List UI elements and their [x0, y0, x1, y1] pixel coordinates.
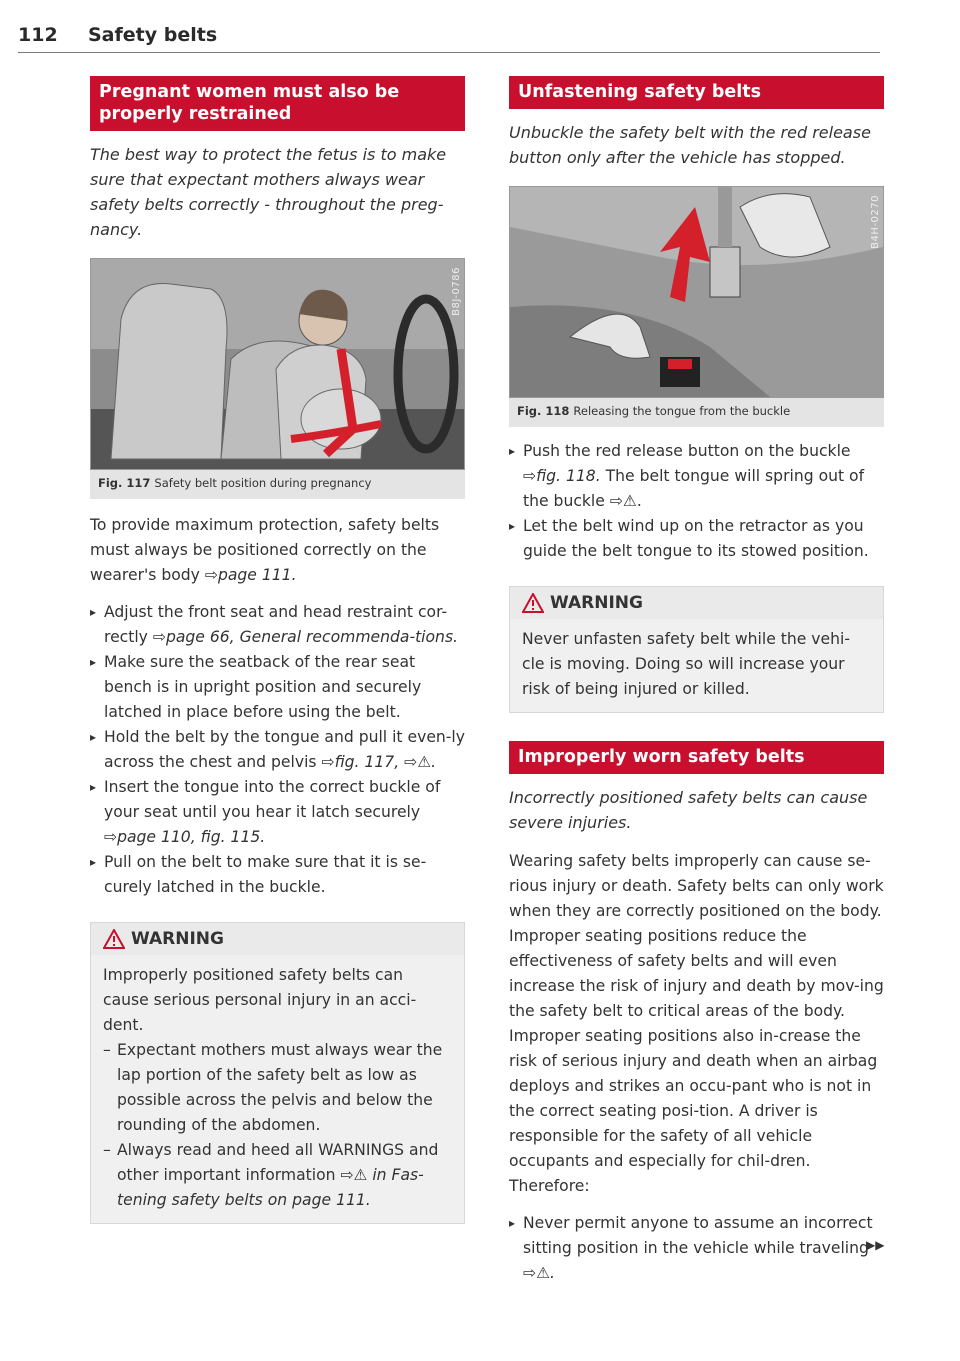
pregnant-driver-illustration [91, 259, 464, 469]
figure-caption [509, 398, 884, 427]
list-item-text: Insert the tongue into the correct buckle of your seat until you hear it latch securely [104, 778, 441, 821]
cross-reference-link[interactable]: ⇨fig. 117, ⇨⚠. [321, 753, 437, 771]
list-item [509, 514, 884, 564]
right-column [509, 76, 884, 1286]
list-item-text: Let the belt wind up on the retractor as you guide the belt tongue to its stowed position. [523, 517, 869, 560]
warning-triangle-icon [103, 929, 125, 949]
list-item [90, 600, 465, 650]
next-page-arrow-icon[interactable]: ▶▶ [866, 1238, 885, 1252]
warning-item-text: Always read and heed all WARNINGS and other important information [117, 1141, 439, 1184]
warning-header [510, 587, 883, 619]
figure-caption-text: Safety belt position during pregnancy [154, 476, 372, 490]
cross-reference-link[interactable]: ⇨fig. 118. [523, 467, 601, 485]
warning-triangle-icon [522, 593, 544, 613]
cross-reference-link[interactable]: ⇨page 110, fig. 115. [104, 828, 266, 846]
warning-title: WARNING [131, 929, 224, 949]
warning-text: Never unfasten safety belt while the vehi-cle is moving. Doing so will increase your risk of being injured or killed. [522, 630, 850, 698]
warning-item-text: Expectant mothers must always wear the lap portion of the safety belt as low as possible across the pelvis and below the rounding of the abdomen. [117, 1041, 443, 1134]
warning-list-item [103, 1038, 452, 1138]
figure-caption [90, 470, 465, 499]
warning-box [90, 922, 465, 1224]
list-item-text: Push the red release button on the buckle [523, 442, 851, 460]
cross-reference-link[interactable]: ⇨⚠. [523, 1264, 555, 1282]
section-intro: Incorrectly positioned safety belts can cause severe injuries. [509, 788, 868, 832]
warning-title: WARNING [550, 593, 643, 613]
page-number: 112 [18, 24, 58, 46]
figure-code: B4H-0270 [870, 195, 881, 249]
warning-list [103, 1038, 452, 1213]
list-item-text-continued: The belt tongue will spring out of the buckle ⇨⚠. [523, 467, 865, 510]
list-item [90, 725, 465, 775]
warning-box [509, 586, 884, 713]
section-title-unfastening: Unfastening safety belts [509, 76, 884, 109]
left-column [90, 76, 465, 1224]
list-item-text: Never permit anyone to assume an incorrect sitting position in the vehicle while traveling [523, 1214, 873, 1257]
section-intro: The best way to protect the fetus is to make sure that expectant mothers always wear safety belts correctly - throughout the preg-nancy. [90, 145, 447, 239]
list-item [509, 439, 884, 514]
section-title-pregnant: Pregnant women must also be properly restrained [90, 76, 465, 131]
list-item [90, 850, 465, 900]
figure-code: B8J-0786 [451, 267, 462, 316]
cross-reference-link[interactable]: ⇨page 66, General recommenda-tions. [152, 628, 459, 646]
warning-text: Improperly positioned safety belts can cause serious personal injury in an acci-dent. [103, 966, 417, 1034]
paragraph [90, 513, 465, 588]
section-title-improperly-worn: Improperly worn safety belts [509, 741, 884, 774]
figure-caption-text: Releasing the tongue from the buckle [573, 404, 791, 418]
section-intro: Unbuckle the safety belt with the red release button only after the vehicle has stopped. [509, 123, 871, 167]
cross-reference-link[interactable]: ⇨⚠ in Fas-tening safety belts on page 111. [117, 1166, 424, 1209]
instruction-list [90, 600, 465, 900]
instruction-list [509, 439, 884, 564]
figure-image-buckle [509, 186, 884, 398]
list-item [90, 775, 465, 850]
list-item-text: Pull on the belt to make sure that it is se-curely latched in the buckle. [104, 853, 427, 896]
buckle-release-illustration [510, 187, 883, 397]
page-reference-link[interactable]: ⇨page 111. [204, 566, 297, 584]
page-header-title: Safety belts [88, 24, 218, 46]
figure-image-pregnancy [90, 258, 465, 470]
list-item-text: Adjust the front seat and head restraint cor-rectly [104, 603, 448, 646]
warning-list-item [103, 1138, 452, 1213]
instruction-list [509, 1211, 884, 1286]
figure-117 [90, 258, 465, 499]
list-item-text: Make sure the seatback of the rear seat bench is in upright position and securely latched in place before using the belt. [104, 653, 422, 721]
warning-header [91, 923, 464, 955]
paragraph-text: To provide maximum protection, safety belts must always be positioned correctly on the wearer's body [90, 516, 440, 584]
figure-number: Fig. 118 [517, 404, 570, 418]
warning-body [510, 619, 883, 712]
figure-number: Fig. 117 [98, 476, 151, 490]
figure-118 [509, 186, 884, 427]
paragraph: Wearing safety belts improperly can cause se-rious injury or death. Safety belts can only work when they are correctly positioned on the body. Improper seating positions reduce the effectiveness of safety belts and will even increase the risk of injury and death by mov-ing the safety belt to critical areas of the body. Improper seating positions also in-crease the risk of serious injury and death when an airbag deploys and strikes an occu-pant who is not in the correct seating posi-tion. A driver is responsible for the safety of all vehicle occupants and especially for chil-dren. Therefore: [509, 852, 884, 1195]
header-divider [18, 52, 880, 53]
list-item-text: Hold the belt by the tongue and pull it even-ly across the chest and pelvis [104, 728, 465, 771]
list-item [509, 1211, 884, 1286]
warning-body [91, 955, 464, 1223]
list-item [90, 650, 465, 725]
